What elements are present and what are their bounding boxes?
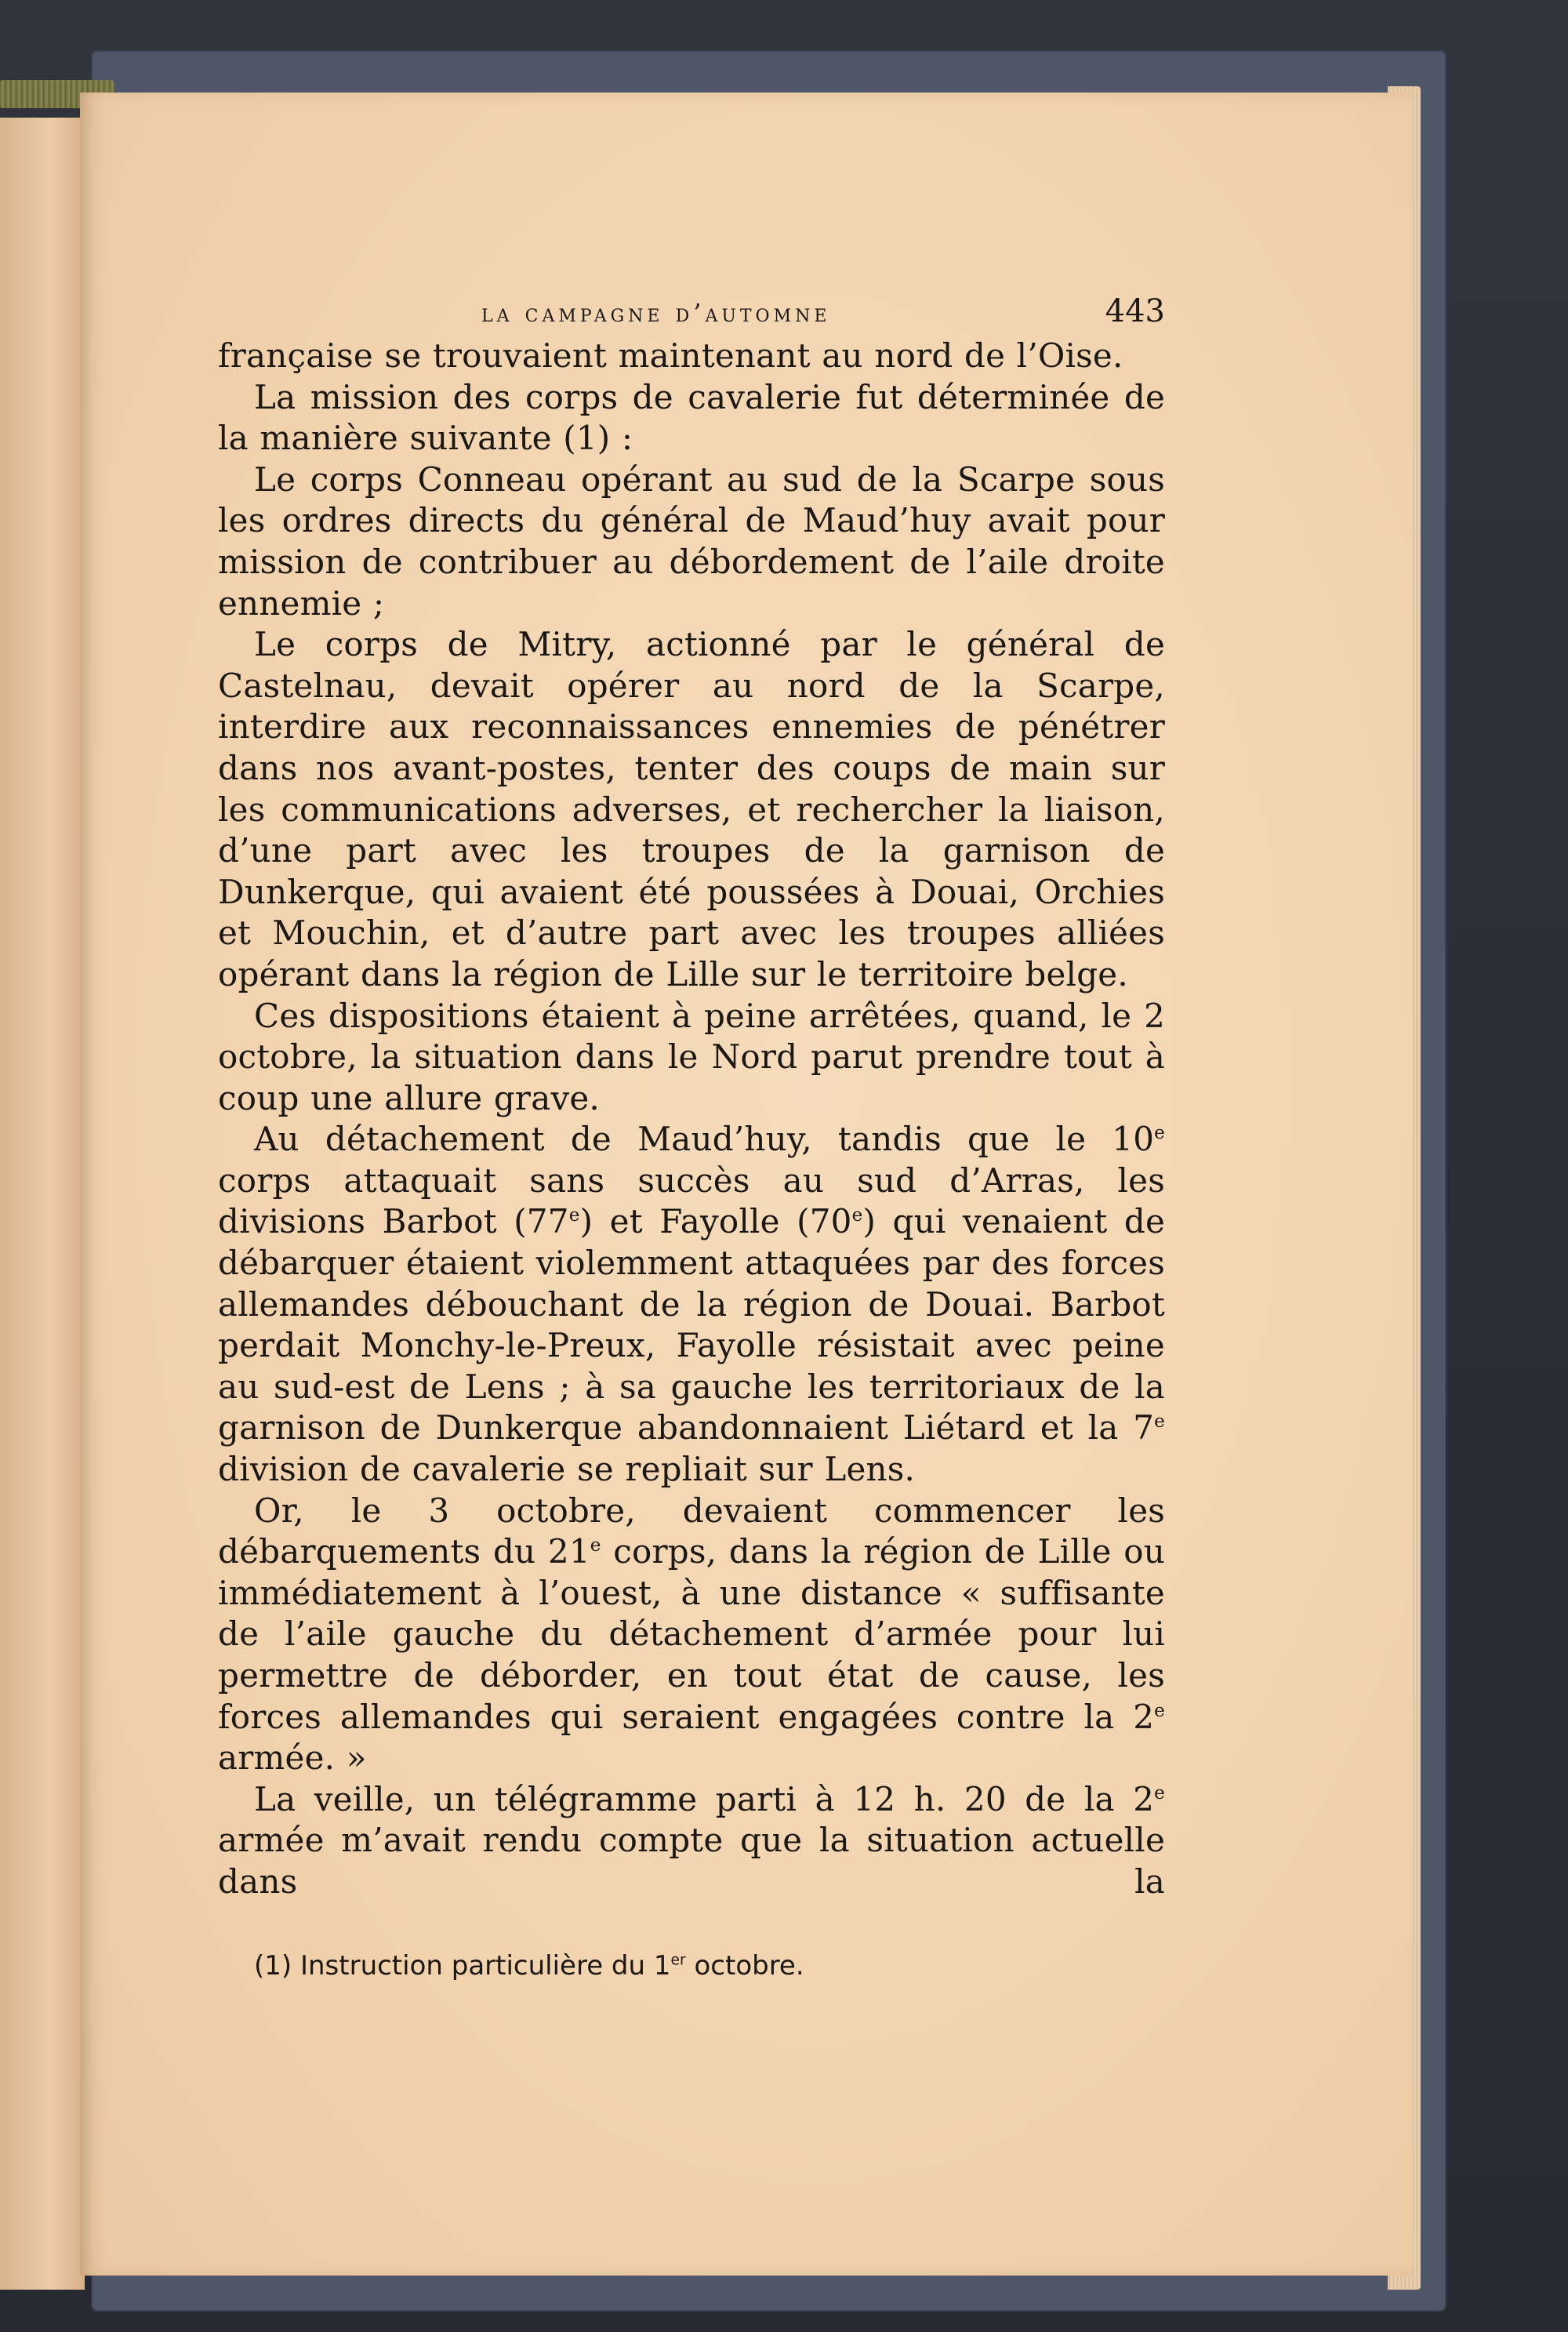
text-run: ) et Fayolle (70 <box>579 1202 852 1241</box>
paragraph <box>218 1491 1165 1779</box>
text-run: armée. » <box>218 1738 367 1778</box>
footnote-text: (1) Instruction particulière du 1 <box>254 1949 671 1981</box>
superscript: e <box>590 1535 601 1556</box>
superscript: e <box>1154 1123 1165 1144</box>
text-run: division de cavalerie se repliait sur Lens. <box>218 1450 916 1489</box>
superscript: e <box>1154 1700 1165 1721</box>
footnote-text: octobre. <box>685 1949 804 1981</box>
paragraph <box>218 1779 1165 1903</box>
paragraph: Ces dispositions étaient à peine arrêtées, quand, le 2 octobre, la situation dans le Nord parut prendre tout à coup une allure grave. <box>218 996 1165 1117</box>
running-head <box>218 281 1165 336</box>
text-run: La veille, un télégramme parti à 12 h. 20 de la 2 <box>254 1779 1155 1818</box>
text-block <box>218 281 1165 1983</box>
text-run: corps, dans la région de Lille ou immédiatement à l’ouest, à une distance « suffisante de l’aile gauche du détachement d’armée pour lui permettre de déborder, en tout état de cause, les forces allemandes qui seraient engagées contre la 2 <box>218 1532 1165 1736</box>
text-run: ) qui venaient de débarquer étaient violemment attaquées par des forces allemandes débouchant de la région de Douai. Barbot perdait Monchy-le-Preux, Fayolle résistait avec peine au sud-est de Lens ; à sa gauche les territoriaux de la garnison de Dunkerque abandonnaient Liétard et la 7 <box>218 1202 1166 1448</box>
paragraph: Le corps Conneau opérant au sud de la Scarpe sous les ordres directs du général de Maud’huy avait pour mission de contribuer au débordement de l’aile droite ennemie ; <box>218 459 1165 623</box>
text-run: Au détachement de Maud’huy, tandis que le 10 <box>254 1120 1155 1159</box>
text-run: Or, le 3 octobre, devaient commencer les débarquements du 21 <box>218 1491 1165 1571</box>
page-number: 443 <box>1105 293 1165 329</box>
running-title: la campagne d’automne <box>481 298 831 328</box>
superscript: e <box>1154 1411 1165 1433</box>
superscript: er <box>670 1952 686 1969</box>
superscript: e <box>1154 1782 1165 1803</box>
paragraph: Le corps de Mitry, actionné par le général de Castelnau, devait opérer au nord de la Scarpe, interdire aux reconnaissances ennemies de pénétrer dans nos avant-postes, tenter des coups de main sur les communications adverses, et rechercher la liaison, d’une part avec les troupes de la garnison de Dunkerque, qui avaient été poussées à Douai, Orchies et Mouchin, et d’autre part avec les troupes alliées opérant dans la région de Lille sur le territoire belge. <box>218 625 1165 993</box>
footnote <box>218 1949 1165 1983</box>
book-page <box>80 93 1413 2276</box>
previous-page-edge <box>0 118 85 2290</box>
text-run: armée m’avait rendu compte que la situation actuelle dans la <box>218 1821 1165 1901</box>
paragraph <box>218 1119 1165 1490</box>
paragraph: La mission des corps de cavalerie fut déterminée de la manière suivante (1) : <box>218 377 1165 458</box>
text-run: corps attaquait sans succès au sud d’Arras, les divisions Barbot (77 <box>218 1161 1165 1241</box>
superscript: e <box>851 1205 863 1226</box>
paragraph: française se trouvaient maintenant au nord de l’Oise. <box>218 336 1123 375</box>
body-text <box>218 336 1165 1903</box>
superscript: e <box>568 1205 580 1226</box>
